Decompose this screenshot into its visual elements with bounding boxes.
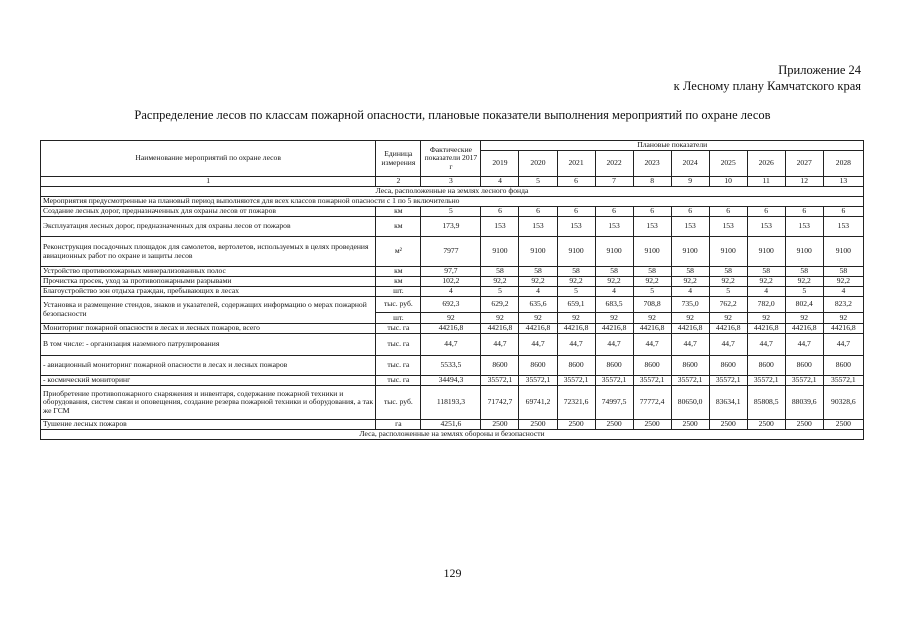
row-value: 92 xyxy=(671,313,709,324)
row-value: 92 xyxy=(747,313,785,324)
row-value: 8600 xyxy=(747,356,785,376)
row-value: 153 xyxy=(785,217,823,237)
row-value: 8600 xyxy=(785,356,823,376)
table-row xyxy=(41,277,864,287)
row-value: 44216,8 xyxy=(595,324,633,334)
row-value: 8600 xyxy=(823,356,863,376)
section-defense-lands: Леса, расположенные на землях обороны и безопасности xyxy=(41,430,864,440)
row-name: - авиационный мониторинг пожарной опасности в лесах и лесных пожаров xyxy=(41,356,376,376)
row-value: 2500 xyxy=(823,420,863,430)
row-value: 44,7 xyxy=(519,334,557,356)
header-year: 2020 xyxy=(519,151,557,177)
row-value: 5 xyxy=(709,287,747,297)
row-name: Реконструкция посадочных площадок для самолетов, вертолетов, используемых в целях проведения авиационных работ по охране и защиты лесов xyxy=(41,237,376,267)
appendix-heading xyxy=(674,62,861,94)
row-fact: 44216,8 xyxy=(421,324,481,334)
row-value: 77772,4 xyxy=(633,386,671,420)
table-row xyxy=(41,287,864,297)
row-value: 83634,1 xyxy=(709,386,747,420)
document-title: Распределение лесов по классам пожарной опасности, плановые показатели выполнения мероприятий по охране лесов xyxy=(134,108,771,122)
row-value: 153 xyxy=(519,217,557,237)
row-value: 9100 xyxy=(633,237,671,267)
row-fact: 92 xyxy=(421,313,481,324)
row-name: Тушение лесных пожаров xyxy=(41,420,376,430)
row-value: 85808,5 xyxy=(747,386,785,420)
row-value: 735,0 xyxy=(671,297,709,313)
column-number: 8 xyxy=(633,177,671,187)
row-value: 35572,1 xyxy=(709,376,747,386)
row-value: 35572,1 xyxy=(823,376,863,386)
row-value: 92,2 xyxy=(481,277,519,287)
header-planned: Плановые показатели xyxy=(481,141,864,151)
row-name: Создание лесных дорог, предназначенных для охраны лесов от пожаров xyxy=(41,207,376,217)
column-number: 13 xyxy=(823,177,863,187)
row-value: 8600 xyxy=(595,356,633,376)
row-value: 80650,0 xyxy=(671,386,709,420)
row-value: 44,7 xyxy=(481,334,519,356)
column-number: 11 xyxy=(747,177,785,187)
row-value: 92,2 xyxy=(633,277,671,287)
table-row xyxy=(41,376,864,386)
row-value: 35572,1 xyxy=(519,376,557,386)
row-unit: тыс. руб. xyxy=(376,297,421,313)
row-value: 44,7 xyxy=(557,334,595,356)
row-value: 153 xyxy=(709,217,747,237)
row-value: 5 xyxy=(785,287,823,297)
section-forest-fund: Леса, расположенные на землях лесного фонда xyxy=(41,187,864,197)
header-year: 2021 xyxy=(557,151,595,177)
table-row xyxy=(41,386,864,420)
row-value: 708,8 xyxy=(633,297,671,313)
row-value: 44216,8 xyxy=(709,324,747,334)
column-number: 3 xyxy=(421,177,481,187)
row-value: 44216,8 xyxy=(747,324,785,334)
row-value: 5 xyxy=(557,287,595,297)
row-name: Прочистка просек, уход за противопожарными разрывами xyxy=(41,277,376,287)
row-value: 4 xyxy=(519,287,557,297)
row-value: 35572,1 xyxy=(595,376,633,386)
row-value: 92 xyxy=(633,313,671,324)
row-name: Мониторинг пожарной опасности в лесах и лесных пожаров, всего xyxy=(41,324,376,334)
header-unit: Единица измерения xyxy=(376,141,421,177)
column-number: 1 xyxy=(41,177,376,187)
row-value: 44216,8 xyxy=(823,324,863,334)
section-row xyxy=(41,430,864,440)
table-row xyxy=(41,420,864,430)
row-unit: га xyxy=(376,420,421,430)
header-fact: Фактические показатели 2017 г xyxy=(421,141,481,177)
row-value: 9100 xyxy=(785,237,823,267)
row-unit: тыс. га xyxy=(376,376,421,386)
row-value: 58 xyxy=(671,267,709,277)
row-value: 8600 xyxy=(519,356,557,376)
table-row xyxy=(41,237,864,267)
column-number: 5 xyxy=(519,177,557,187)
row-value: 9100 xyxy=(823,237,863,267)
row-value: 2500 xyxy=(785,420,823,430)
row-value: 6 xyxy=(671,207,709,217)
row-value: 92,2 xyxy=(557,277,595,287)
table-row xyxy=(41,267,864,277)
row-value: 4 xyxy=(671,287,709,297)
row-value: 2500 xyxy=(671,420,709,430)
table-row xyxy=(41,207,864,217)
row-value: 92,2 xyxy=(595,277,633,287)
row-value: 4 xyxy=(823,287,863,297)
row-value: 58 xyxy=(557,267,595,277)
row-value: 58 xyxy=(785,267,823,277)
row-value: 2500 xyxy=(595,420,633,430)
row-value: 35572,1 xyxy=(481,376,519,386)
column-number: 6 xyxy=(557,177,595,187)
row-value: 44216,8 xyxy=(557,324,595,334)
row-value: 44216,8 xyxy=(633,324,671,334)
row-value: 44,7 xyxy=(747,334,785,356)
row-value: 92 xyxy=(557,313,595,324)
row-value: 782,0 xyxy=(747,297,785,313)
row-value: 92,2 xyxy=(747,277,785,287)
row-value: 9100 xyxy=(595,237,633,267)
row-unit: тыс. га xyxy=(376,356,421,376)
row-value: 35572,1 xyxy=(747,376,785,386)
row-value: 9100 xyxy=(709,237,747,267)
row-value: 92 xyxy=(595,313,633,324)
row-name: Установка и размещение стендов, знаков и указателей, содержащих информацию о мерах пожарной безопасности xyxy=(41,297,376,324)
row-value: 92,2 xyxy=(709,277,747,287)
row-value: 44216,8 xyxy=(671,324,709,334)
column-number: 4 xyxy=(481,177,519,187)
row-fact: 34494,3 xyxy=(421,376,481,386)
row-fact: 5 xyxy=(421,207,481,217)
row-value: 6 xyxy=(785,207,823,217)
header-year: 2025 xyxy=(709,151,747,177)
header-name: Наименование мероприятий по охране лесов xyxy=(41,141,376,177)
row-unit: км xyxy=(376,207,421,217)
header-year: 2019 xyxy=(481,151,519,177)
row-value: 2500 xyxy=(557,420,595,430)
table-row xyxy=(41,324,864,334)
row-value: 5 xyxy=(481,287,519,297)
row-value: 58 xyxy=(519,267,557,277)
row-value: 90328,6 xyxy=(823,386,863,420)
table-row xyxy=(41,356,864,376)
row-value: 9100 xyxy=(519,237,557,267)
row-value: 5 xyxy=(633,287,671,297)
row-unit: км xyxy=(376,277,421,287)
row-fact: 5533,5 xyxy=(421,356,481,376)
row-unit: тыс. руб. xyxy=(376,386,421,420)
row-value: 629,2 xyxy=(481,297,519,313)
row-value: 6 xyxy=(823,207,863,217)
row-value: 44,7 xyxy=(671,334,709,356)
row-value: 58 xyxy=(481,267,519,277)
row-value: 635,6 xyxy=(519,297,557,313)
row-value: 88039,6 xyxy=(785,386,823,420)
row-value: 92 xyxy=(785,313,823,324)
row-value: 92,2 xyxy=(785,277,823,287)
row-value: 35572,1 xyxy=(671,376,709,386)
header-year: 2022 xyxy=(595,151,633,177)
row-value: 44,7 xyxy=(709,334,747,356)
row-value: 92,2 xyxy=(519,277,557,287)
row-value: 153 xyxy=(557,217,595,237)
column-number: 9 xyxy=(671,177,709,187)
row-value: 35572,1 xyxy=(785,376,823,386)
row-name: - космический мониторинг xyxy=(41,376,376,386)
row-value: 9100 xyxy=(557,237,595,267)
row-value: 823,2 xyxy=(823,297,863,313)
row-value: 6 xyxy=(633,207,671,217)
row-value: 153 xyxy=(595,217,633,237)
table-row xyxy=(41,334,864,356)
row-value: 6 xyxy=(709,207,747,217)
row-value: 8600 xyxy=(709,356,747,376)
row-value: 153 xyxy=(633,217,671,237)
row-value: 44,7 xyxy=(633,334,671,356)
row-value: 58 xyxy=(709,267,747,277)
row-fact: 44,7 xyxy=(421,334,481,356)
row-value: 802,4 xyxy=(785,297,823,313)
row-value: 2500 xyxy=(747,420,785,430)
row-value: 92 xyxy=(519,313,557,324)
row-value: 6 xyxy=(519,207,557,217)
row-value: 9100 xyxy=(671,237,709,267)
header-year: 2024 xyxy=(671,151,709,177)
row-fact: 102,2 xyxy=(421,277,481,287)
header-year: 2028 xyxy=(823,151,863,177)
row-value: 8600 xyxy=(633,356,671,376)
row-value: 92,2 xyxy=(671,277,709,287)
row-value: 92 xyxy=(709,313,747,324)
page-number: 129 xyxy=(443,566,462,580)
note-fire-classes: Мероприятия предусмотренные на плановый период выполняются для всех классов пожарной опасности с 1 по 5 включительно xyxy=(41,197,864,207)
row-name: В том числе: - организация наземного патрулирования xyxy=(41,334,376,356)
row-value: 2500 xyxy=(519,420,557,430)
row-fact: 97,7 xyxy=(421,267,481,277)
row-value: 44,7 xyxy=(823,334,863,356)
row-value: 8600 xyxy=(557,356,595,376)
row-fact: 118193,3 xyxy=(421,386,481,420)
row-fact: 4251,6 xyxy=(421,420,481,430)
row-unit: шт. xyxy=(376,287,421,297)
row-value: 44216,8 xyxy=(481,324,519,334)
row-value: 92 xyxy=(823,313,863,324)
row-value: 35572,1 xyxy=(557,376,595,386)
row-value: 762,2 xyxy=(709,297,747,313)
row-value: 4 xyxy=(595,287,633,297)
table-row xyxy=(41,217,864,237)
row-unit: тыс. га xyxy=(376,334,421,356)
header-year: 2026 xyxy=(747,151,785,177)
row-value: 6 xyxy=(747,207,785,217)
row-value: 35572,1 xyxy=(633,376,671,386)
row-value: 8600 xyxy=(671,356,709,376)
row-value: 92 xyxy=(481,313,519,324)
row-name: Приобретение противопожарного снаряжения и инвентаря, содержание пожарной техники и оборудования, систем связи и оповещения, создание резерва пожарной техники и оборудования, а так же ГСМ xyxy=(41,386,376,420)
row-value: 6 xyxy=(481,207,519,217)
appendix-number: Приложение 24 xyxy=(778,63,861,77)
row-value: 153 xyxy=(823,217,863,237)
row-fact: 173,9 xyxy=(421,217,481,237)
row-value: 659,1 xyxy=(557,297,595,313)
row-value: 44216,8 xyxy=(785,324,823,334)
row-unit: тыс. га xyxy=(376,324,421,334)
row-unit: шт. xyxy=(376,313,421,324)
row-value: 58 xyxy=(633,267,671,277)
header-year: 2023 xyxy=(633,151,671,177)
row-value: 683,5 xyxy=(595,297,633,313)
fire-protection-table xyxy=(40,140,864,440)
row-value: 44,7 xyxy=(785,334,823,356)
row-value: 2500 xyxy=(709,420,747,430)
row-value: 58 xyxy=(823,267,863,277)
row-value: 153 xyxy=(747,217,785,237)
row-value: 2500 xyxy=(481,420,519,430)
row-value: 72321,6 xyxy=(557,386,595,420)
row-value: 44216,8 xyxy=(519,324,557,334)
row-value: 9100 xyxy=(481,237,519,267)
row-fact: 4 xyxy=(421,287,481,297)
row-name: Эксплуатация лесных дорог, предназначенных для охраны лесов от пожаров xyxy=(41,217,376,237)
column-numbers-row xyxy=(41,177,864,187)
row-fact: 692,3 xyxy=(421,297,481,313)
row-value: 6 xyxy=(595,207,633,217)
row-value: 4 xyxy=(747,287,785,297)
row-value: 69741,2 xyxy=(519,386,557,420)
row-value: 2500 xyxy=(633,420,671,430)
row-value: 153 xyxy=(481,217,519,237)
appendix-reference: к Лесному плану Камчатского края xyxy=(673,79,861,93)
row-unit: км xyxy=(376,267,421,277)
row-value: 44,7 xyxy=(595,334,633,356)
row-value: 92,2 xyxy=(823,277,863,287)
row-name: Благоустройство зон отдыха граждан, пребывающих в лесах xyxy=(41,287,376,297)
row-value: 9100 xyxy=(747,237,785,267)
row-value: 8600 xyxy=(481,356,519,376)
row-unit: км xyxy=(376,217,421,237)
row-unit: м² xyxy=(376,237,421,267)
row-value: 153 xyxy=(671,217,709,237)
table-row xyxy=(41,297,864,313)
header-year: 2027 xyxy=(785,151,823,177)
row-fact: 7977 xyxy=(421,237,481,267)
column-number: 12 xyxy=(785,177,823,187)
row-value: 6 xyxy=(557,207,595,217)
column-number: 7 xyxy=(595,177,633,187)
row-value: 71742,7 xyxy=(481,386,519,420)
row-value: 58 xyxy=(595,267,633,277)
column-number: 10 xyxy=(709,177,747,187)
row-value: 74997,5 xyxy=(595,386,633,420)
row-value: 58 xyxy=(747,267,785,277)
row-name: Устройство противопожарных минерализованных полос xyxy=(41,267,376,277)
column-number: 2 xyxy=(376,177,421,187)
